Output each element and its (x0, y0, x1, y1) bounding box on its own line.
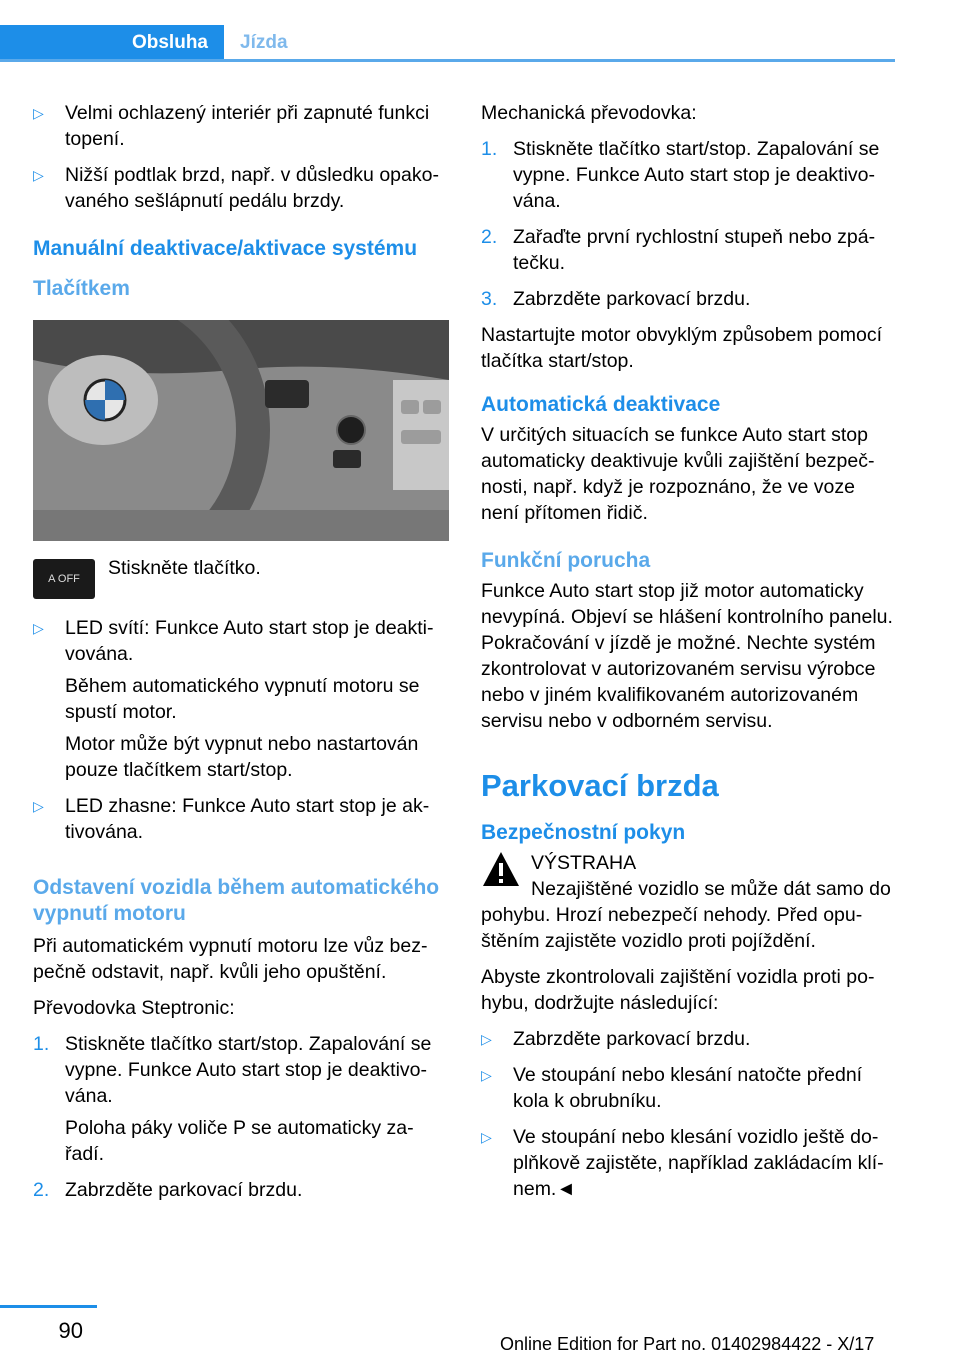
footer-divider (0, 1305, 97, 1308)
list-item-text: Během automatického vypnutí motoru se spustí motor. (65, 675, 420, 723)
triangle-bullet-icon: ▷ (33, 798, 44, 814)
dashboard-photo (33, 320, 449, 541)
list-item-text: Ve stoupání nebo klesání vozidlo ještě do‐plňkově zajistěte, například zakládacím klí‐nem.◄ (513, 1126, 884, 1200)
step-text: Zařaďte první rychlostní stupeň nebo zpá‐tečku. (513, 226, 876, 274)
header-divider (0, 59, 895, 62)
paragraph: Funkce Auto start stop již motor automaticky nevypíná. Objeví se hlášení kontrolního panelu. Pokračování v jízdě je možné. Nechte systém zkontrolovat v autorizovaném servisu výrobce nebo v jiném kvalifikovaném autorizovaném servisu nebo v odborném servisu. (481, 580, 893, 732)
numbered-step (481, 224, 897, 276)
step-number: 1. (33, 1033, 50, 1055)
list-item-text: LED svítí: Funkce Auto start stop je deakti‐vována. (65, 617, 434, 665)
triangle-bullet-icon: ▷ (481, 1031, 492, 1047)
step-number: 1. (481, 138, 498, 160)
steering-wheel-illustration (33, 320, 449, 541)
step-text: Zabrzděte parkovací brzdu. (65, 1179, 303, 1201)
numbered-step (33, 1031, 449, 1167)
list-item-text: Nižší podtlak brzd, např. v důsledku opako‐vaného sešlápnutí pedálu brzdy. (65, 164, 439, 212)
list-item-text: Ve stoupání nebo klesání natočte přední kola k obrubníku. (513, 1064, 863, 1112)
tab-obsluha[interactable]: Obsluha (0, 25, 224, 60)
triangle-bullet-icon: ▷ (481, 1129, 492, 1145)
warning-block (481, 850, 897, 906)
manual-transmission-label: Mechanická převodovka: (481, 102, 697, 124)
heading-safety-note: Bezpečnostní pokyn (481, 821, 686, 844)
list-item (481, 1062, 897, 1114)
numbered-step (33, 1177, 449, 1203)
warning-title: VÝSTRAHA (531, 852, 637, 874)
triangle-bullet-icon: ▷ (33, 167, 44, 183)
list-item-text: Velmi ochlazený interiér při zapnuté funkci topení. (65, 102, 430, 150)
button-instruction: Stiskněte tlačítko. (108, 557, 261, 579)
heading-malfunction: Funkční porucha (481, 549, 651, 572)
step-text: Zabrzděte parkovací brzdu. (513, 288, 751, 310)
heading-button: Tlačítkem (33, 277, 130, 300)
triangle-bullet-icon: ▷ (481, 1067, 492, 1083)
numbered-step (481, 136, 897, 214)
paragraph: Nastartujte motor obvyklým způsobem pomocí tlačítka start/stop. (481, 324, 882, 372)
step-text: Stiskněte tlačítko start/stop. Zapalování se vypne. Funkce Auto start stop je deaktivo‐vána. (513, 138, 880, 212)
edition-footer: Online Edition for Part no. 01402984422 - X/17 (500, 1334, 875, 1354)
step-number: 2. (481, 226, 498, 248)
warning-triangle-icon (481, 850, 521, 888)
list-item-text: Motor může být vypnut nebo nastartován pouze tlačítkem start/stop. (65, 733, 419, 781)
triangle-bullet-icon: ▷ (33, 105, 44, 121)
steptronic-label: Převodovka Steptronic: (33, 997, 235, 1019)
numbered-step (481, 286, 897, 312)
triangle-bullet-icon: ▷ (33, 620, 44, 636)
heading-manual-deactivation: Manuální deaktivace/aktivace systému (33, 237, 418, 260)
step-number: 2. (33, 1179, 50, 1201)
left-column (33, 100, 449, 1213)
page-number: 90 (58, 1318, 83, 1343)
auto-start-stop-button-icon (33, 559, 95, 599)
paragraph: V určitých situacích se funkce Auto start stop automaticky deaktivuje kvůli zajištění bezpeč‐nosti, např. když je rozpoznáno, že ve voze není přítomen řidič. (481, 424, 875, 524)
step-text: Poloha páky voliče P se automaticky za‐řadí. (65, 1117, 414, 1165)
heading-parking-during-stop: Odstavení vozidla během automatického vypnutí motoru (33, 876, 440, 925)
list-item (33, 615, 449, 783)
paragraph: Při automatickém vypnutí motoru lze vůz bez‐pečně odstavit, např. kvůli jeho opuštění. (33, 935, 428, 983)
right-column (481, 100, 897, 1212)
warning-text: Nezajištěné vozidlo se může dát samo do pohybu. Hrozí nebezpečí nehody. Před opu‐štěním zajistěte vozidlo proti pojíždění. (481, 878, 891, 952)
list-item-text: Zabrzděte parkovací brzdu. (513, 1028, 751, 1050)
list-item (33, 100, 449, 152)
list-item-text: LED zhasne: Funkce Auto start stop je ak‐tivována. (65, 795, 430, 843)
heading-automatic-deactivation: Automatická deaktivace (481, 393, 721, 416)
step-text: Stiskněte tlačítko start/stop. Zapalování se vypne. Funkce Auto start stop je deaktivo‐vána. (65, 1033, 432, 1107)
button-instruction-row (33, 555, 449, 603)
list-item (481, 1124, 897, 1202)
list-item (33, 162, 449, 214)
header-tabs (0, 25, 895, 61)
list-item (33, 793, 449, 845)
heading-parking-brake: Parkovací brzda (481, 768, 719, 803)
step-number: 3. (481, 288, 498, 310)
paragraph: Abyste zkontrolovali zajištění vozidla proti po‐hybu, dodržujte následující: (481, 966, 875, 1014)
tab-jizda[interactable]: Jízda (240, 31, 288, 53)
auto-off-label: A OFF (48, 573, 80, 585)
list-item (481, 1026, 897, 1052)
